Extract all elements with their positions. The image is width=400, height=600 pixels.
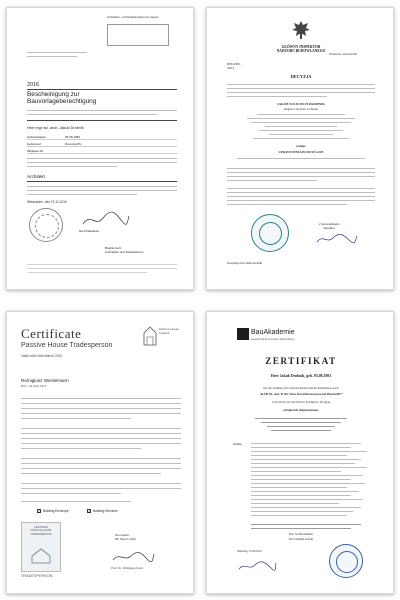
check-label-envelope: Building Envelope: [43, 509, 69, 513]
badge-text: [23, 526, 59, 536]
tradesperson-logo: TRADESPERSON: [21, 574, 53, 578]
text-line: [257, 114, 345, 115]
text-line: [227, 172, 375, 173]
text-line: [21, 398, 181, 399]
success-line: erfolgreich teilgenommen.: [283, 408, 319, 412]
text-line: [251, 479, 351, 480]
text-line: [21, 408, 181, 409]
text-line: [251, 528, 351, 529]
text-line: [251, 467, 367, 468]
text-line: [251, 483, 365, 484]
text-line: [269, 134, 333, 135]
issuer-name: Passive House Institute: [159, 327, 180, 335]
text-line: [251, 455, 347, 456]
course-dates: vom 30.05.-01.06.2016 in Frankfurt / Rodgau: [271, 400, 331, 404]
badge-line-2: PASSIVE HOUSE: [30, 529, 52, 533]
text-line: [227, 92, 375, 93]
text-line: [227, 200, 375, 201]
title-line-1: Bescheinigung zur: [27, 91, 80, 98]
field-row: [27, 148, 177, 154]
text-line: [27, 272, 147, 273]
text-line: [267, 426, 335, 427]
field-row: [27, 134, 177, 140]
eagle-emblem-icon: [289, 18, 313, 42]
text-line: [21, 501, 131, 502]
bauakademie-logo-icon: [237, 328, 249, 340]
title-line-2: Bauvorlageberechtigung: [27, 98, 97, 106]
text-line: [21, 413, 181, 414]
document-bauakademie-certificate: [206, 311, 394, 594]
text-line: [227, 88, 375, 89]
holder-dob: Born: 09 April 1977: [21, 384, 47, 388]
text-line: [237, 158, 365, 159]
contents-label: Inhalte:: [233, 442, 243, 446]
reference-1: DFR-UBZ.: [227, 62, 241, 66]
checkbox-building-envelope: ✓: [38, 509, 41, 513]
text-line: [251, 447, 351, 448]
course-line-1: hat am Seminar für arbeitsschutzfachliche Kenntnisse nach: [263, 386, 339, 390]
text-line: [265, 126, 337, 127]
declares-word: nadaje: [296, 144, 306, 148]
passive-house-logo-icon: [143, 326, 157, 346]
text-line: [27, 56, 77, 57]
text-line: [21, 428, 181, 429]
text-line: [251, 451, 367, 452]
certificate-title: [27, 91, 96, 105]
text-line: [251, 487, 347, 488]
signer-name: Dyrektor: [323, 226, 335, 230]
text-line: [27, 52, 87, 53]
text-line: [21, 473, 161, 474]
text-line: [251, 475, 363, 476]
field-label: Geburtsdatum: [27, 135, 47, 139]
certificate-subtitle: Passive House Tradesperson: [21, 342, 113, 349]
text-line: [271, 430, 331, 431]
signature-block: [105, 246, 143, 254]
section-title: Architekt: [27, 174, 45, 179]
signer-line-2: Herr Dominik Gehrke: [288, 538, 314, 541]
checkbox-building-services: ✓: [88, 509, 91, 513]
text-line: [21, 483, 181, 484]
text-line: [251, 443, 361, 444]
badge-line-1: CERTIFIED: [34, 526, 48, 529]
text-line: [251, 515, 347, 516]
text-line: [27, 166, 117, 167]
signer-name: Prof. Dr. Wolfgang Feist: [111, 566, 143, 570]
text-line: [227, 188, 375, 189]
text-line: [21, 488, 181, 489]
text-line: [253, 138, 349, 139]
certificate-year: 2016: [27, 82, 39, 88]
document-passive-house-certificate: [6, 311, 194, 594]
document-bauvorlage-certificate: [6, 7, 194, 290]
text-line: [251, 491, 359, 492]
official-stamp: [251, 214, 289, 252]
field-label: Mitglieds-Nr.: [27, 149, 44, 153]
text-line: [27, 162, 177, 163]
field-label: Geburtsort: [27, 142, 42, 146]
reference-2: /2014: [227, 66, 234, 71]
text-line: [227, 192, 375, 193]
text-line: [21, 448, 141, 449]
text-line: [21, 418, 131, 419]
text-line: [227, 96, 327, 97]
divider: [27, 181, 177, 182]
text-line: [21, 443, 181, 444]
recipient-title: magister inżynier architekt: [283, 107, 319, 111]
text-line: [21, 458, 181, 459]
official-stamp: [329, 544, 363, 578]
divider: [27, 89, 177, 90]
text-line: [227, 180, 317, 181]
text-line: [251, 524, 361, 525]
place-date: Wiesbaden, den 22.11.2016: [27, 200, 67, 204]
field-value: Rzeszów/PL: [65, 142, 82, 146]
text-line: [251, 122, 351, 123]
holder-name: Remigiusz Werdemann: [21, 378, 69, 383]
text-line: [251, 471, 341, 472]
text-line: [27, 190, 177, 191]
official-seal: [29, 208, 63, 242]
place-date: Nürnberg, 01.06.2016: [237, 550, 262, 553]
text-line: [247, 118, 355, 119]
text-line: [259, 130, 343, 131]
signer-role: Z upoważnienia: [319, 222, 340, 226]
text-line: [21, 403, 181, 404]
text-line: [27, 268, 177, 269]
logo-subtitle: Gesellschaft für innovative Weiterbildung: [251, 338, 295, 341]
text-line: [251, 495, 351, 496]
place-line-2: 8th March 2016: [115, 536, 136, 541]
text-line: [21, 438, 181, 439]
text-line: [227, 176, 375, 177]
text-line: [227, 196, 375, 197]
validity: Valid until: Ndrl March 2021: [21, 354, 63, 358]
logo-text: BauAkademie: [251, 329, 295, 336]
text-line: [251, 499, 363, 500]
divider: [27, 120, 177, 121]
text-line: [251, 463, 355, 464]
signature-role: Architektin und Stadtplanerin: [105, 250, 144, 254]
signer-block: [319, 222, 339, 230]
certificate-title: ZERTIFIKAT: [265, 356, 337, 366]
signature-mark: [237, 560, 277, 572]
text-line: [251, 507, 361, 508]
reference-numbers: [227, 62, 241, 70]
recipients-note: Otrzymuje: Pan Jakub Drobnik: [227, 262, 262, 265]
place-line-1: Darmstadt,: [115, 533, 130, 537]
signature-name: Brigitte Holz: [105, 246, 122, 250]
text-line: [21, 463, 181, 464]
document-polish-decision: [206, 7, 394, 290]
text-line: [227, 84, 375, 85]
permission-title: UPRAWNIENIA BUDOWLANE: [278, 150, 324, 154]
text-line: [251, 459, 361, 460]
check-label-services: Building Services: [93, 509, 118, 513]
signature-label: Die Präsidentin: [79, 229, 100, 233]
text-line: [261, 422, 341, 423]
text-line: [27, 114, 157, 115]
signature-mark: [315, 232, 359, 246]
house-badge-icon: [31, 548, 51, 564]
text-line: [21, 433, 181, 434]
authority-line-2: NADZORU BUDOWLANEGO: [276, 49, 326, 54]
text-line: [27, 264, 177, 265]
field-value: 05.08.1983: [65, 135, 81, 139]
text-line: [227, 204, 347, 205]
recipient-name: JAKUB WOJCIECH DROBNIK: [276, 102, 326, 106]
text-line: [251, 511, 353, 512]
text-line: [227, 168, 375, 169]
authority-line-1: GŁÓWNY INSPEKTOR: [281, 45, 321, 49]
text-line: [255, 418, 347, 419]
text-line: [27, 158, 177, 159]
text-line: [27, 186, 177, 187]
signer-line-1: Herr Jan Bieckmüller: [288, 533, 314, 536]
signature-mark: [81, 210, 131, 228]
text-line: [27, 194, 137, 195]
place-date: [115, 534, 136, 542]
text-line: [21, 493, 121, 494]
text-line: [27, 110, 177, 111]
recipient-greeting: Herr mgr inż. arch. Jakub Drobnik: [27, 126, 84, 130]
text-line: [21, 468, 181, 469]
decision-date: Warszawa, 2014-02-06: [329, 52, 357, 56]
certificate-title: Certificate: [21, 326, 82, 341]
holder-line: Herr Jakub Drobnik, geb. 05.08.1983: [270, 374, 332, 378]
text-line: [251, 503, 339, 504]
course-line-2: „RAB 30, Anl. B für SiGe Koordinatoren nach BaustellV“: [259, 392, 343, 396]
field-row: [27, 141, 177, 147]
address-box: [107, 24, 169, 46]
badge-line-3: TRADESPERSON: [30, 532, 52, 536]
signature-mark: [111, 550, 155, 564]
sender-header: Architekten- und Stadtplanerkammer Hessen: [107, 16, 159, 19]
decision-title: DECYZJA: [290, 74, 312, 79]
